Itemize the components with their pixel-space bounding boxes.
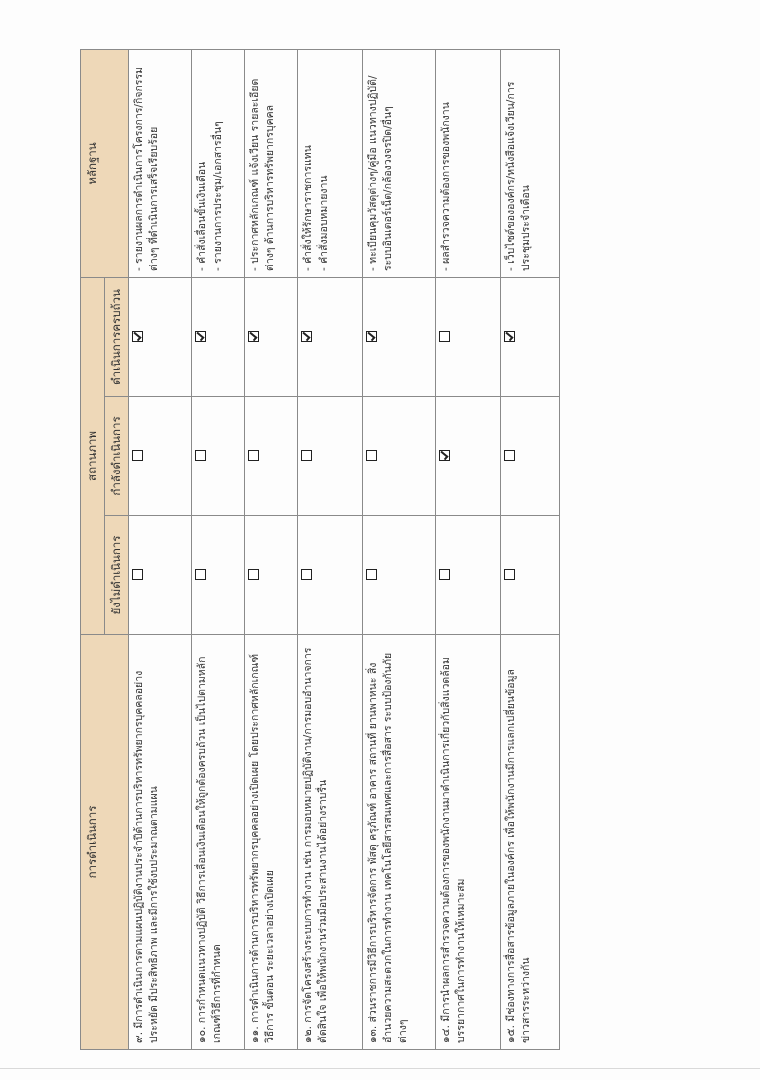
evidence-item: - รายงานการประชุม/เอกสารอื่นๆ: [211, 56, 226, 271]
status-cell-done: [435, 277, 500, 396]
evidence-cell: [244, 49, 297, 277]
header-status-group: สถานภาพ: [81, 277, 105, 634]
header-in-progress: กำลังดำเนินการ: [104, 397, 128, 516]
activity-cell: ๑๕. มีช่องทางการสื่อสารข้อมูลภายในองค์กร เพื่อให้พนักงานมีการแลกเปลี่ยนข้อมูลข่าวสารระหว่างกัน: [500, 635, 559, 1050]
evidence-cell: [128, 49, 191, 277]
activity-cell: ๑๐. การกำหนดแนวทางปฏิบัติ วิธีการเลื่อนเงินเดือนให้ถูกต้องครบถ้วน เป็นไปตามหลักเกณฑ์วิธีการที่กำหนด: [191, 635, 244, 1050]
checked-box-icon: [195, 332, 206, 343]
status-cell-not-started: [191, 516, 244, 635]
hr-assessment-table: [80, 49, 560, 1050]
checked-box-icon: [366, 332, 377, 343]
status-cell-done: [244, 277, 297, 396]
evidence-list: [248, 56, 278, 271]
status-cell-not-started: [128, 516, 191, 635]
empty-checkbox-icon: [504, 570, 515, 581]
evidence-cell: [500, 49, 559, 277]
activity-cell: ๑๔. มีการนำผลการสำรวจความต้องการของพนักงานมาดำเนินการเกี่ยวกับสิ่งแวดล้อม บรรยากาศในการทำงานให้เหมาะสม: [435, 635, 500, 1050]
table-row: [191, 49, 244, 1049]
evidence-item: - คำสั่งเลื่อนขั้นเงินเดือน: [195, 56, 210, 271]
status-cell-done: [297, 277, 362, 396]
checked-box-icon: [301, 332, 312, 343]
activity-cell: ๙. มีการดำเนินการตามแผนปฏิบัติงานประจำปีด้านการบริหารทรัพยากรบุคคลอย่างประหยัด มีประสิทธิภาพ และมีการใช้งบประมาณตามแผน: [128, 635, 191, 1050]
table-row: [362, 49, 435, 1049]
status-cell-not-started: [244, 516, 297, 635]
table-body: [128, 49, 559, 1049]
table-row: [435, 49, 500, 1049]
checked-box-icon: [132, 332, 143, 343]
empty-checkbox-icon: [301, 451, 312, 462]
empty-checkbox-icon: [248, 451, 259, 462]
empty-checkbox-icon: [366, 451, 377, 462]
empty-checkbox-icon: [301, 570, 312, 581]
activity-cell: ๑๑. การดำเนินการด้านการบริหารทรัพยากรบุคคลอย่างเปิดเผย โดยประกาศหลักเกณฑ์ วิธีการ ขั้นตอน ระยะเวลาอย่างเปิดเผย: [244, 635, 297, 1050]
empty-checkbox-icon: [195, 451, 206, 462]
empty-checkbox-icon: [132, 451, 143, 462]
empty-checkbox-icon: [439, 332, 450, 343]
status-cell-not-started: [297, 516, 362, 635]
status-cell-in-progress: [500, 397, 559, 516]
empty-checkbox-icon: [366, 570, 377, 581]
empty-checkbox-icon: [439, 570, 450, 581]
activity-cell: ๑๒. การจัดโครงสร้างระบบการทำงาน เช่น การมอบหมายปฏิบัติงาน/การมอบอำนาจการตัดสินใจ เพื่อให้พนักงานร่วมมือประสานงานได้อย่างราบรื่น: [297, 635, 362, 1050]
header-activity: การดำเนินการ: [81, 635, 129, 1050]
evidence-item: - ประกาศหลักเกณฑ์ แจ้งเวียน รายละเอียดต่างๆ ด้านการบริหารทรัพยากรบุคคล: [248, 56, 278, 271]
header-done: ดำเนินการครบถ้วน: [104, 277, 128, 396]
status-cell-in-progress: [435, 397, 500, 516]
status-cell-in-progress: [128, 397, 191, 516]
evidence-item: - ผลสำรวจความต้องการของพนักงาน: [439, 56, 454, 271]
empty-checkbox-icon: [504, 451, 515, 462]
evidence-item: - ทะเบียนคุมวัสดุต่างๆ/คู่มือ แนวทางปฏิบัติ/ระบบอินเตอร์เน็ต/กล้องวงจรปิด/อื่นๆ: [366, 56, 396, 271]
evidence-cell: [297, 49, 362, 277]
evidence-cell: [362, 49, 435, 277]
status-cell-in-progress: [297, 397, 362, 516]
table-row: [500, 49, 559, 1049]
evidence-list: [504, 56, 534, 271]
evidence-list: [132, 56, 162, 271]
activity-cell: ๑๓. ส่วนราชการมีวิธีการบริหารจัดการ พัสดุ ครุภัณฑ์ อาคาร สถานที่ ยานพาหนะ สิ่งอำนวยความสะดวกในการทำงาน เทคโนโลยีสารสนเทศและการสื่อสาร ระบบป้องกันภัยต่างๆ: [362, 635, 435, 1050]
empty-checkbox-icon: [248, 570, 259, 581]
page-bottom-edge: [0, 1068, 760, 1069]
status-cell-in-progress: [244, 397, 297, 516]
status-cell-in-progress: [191, 397, 244, 516]
evidence-cell: [191, 49, 244, 277]
status-cell-not-started: [435, 516, 500, 635]
empty-checkbox-icon: [195, 570, 206, 581]
status-cell-done: [500, 277, 559, 396]
header-not-started: ยังไม่ดำเนินการ: [104, 516, 128, 635]
status-cell-not-started: [500, 516, 559, 635]
header-evidence: หลักฐาน: [81, 49, 129, 277]
evidence-list: [366, 56, 396, 271]
evidence-list: [439, 56, 454, 271]
evidence-cell: [435, 49, 500, 277]
table-row: [128, 49, 191, 1049]
rotated-table-container: [80, 50, 560, 1050]
checked-box-icon: [439, 451, 450, 462]
evidence-item: - เว็บไซต์ขององค์กร/หนังสือแจ้งเวียน/การประชุมประจำเดือน: [504, 56, 534, 271]
empty-checkbox-icon: [132, 570, 143, 581]
status-cell-not-started: [362, 516, 435, 635]
checked-box-icon: [504, 332, 515, 343]
status-cell-done: [128, 277, 191, 396]
checked-box-icon: [248, 332, 259, 343]
table-row: [244, 49, 297, 1049]
status-cell-done: [362, 277, 435, 396]
status-cell-in-progress: [362, 397, 435, 516]
evidence-item: - คำสั่งมอบหมายงาน: [317, 56, 332, 271]
status-cell-done: [191, 277, 244, 396]
evidence-list: [195, 56, 226, 271]
table-row: [297, 49, 362, 1049]
evidence-item: - คำสั่งให้รักษาราชการแทน: [301, 56, 316, 271]
evidence-item: - รายงานผลการดำเนินการโครงการ/กิจกรรมต่างๆ ที่ดำเนินการเสร็จเรียบร้อย: [132, 56, 162, 271]
evidence-list: [301, 56, 332, 271]
